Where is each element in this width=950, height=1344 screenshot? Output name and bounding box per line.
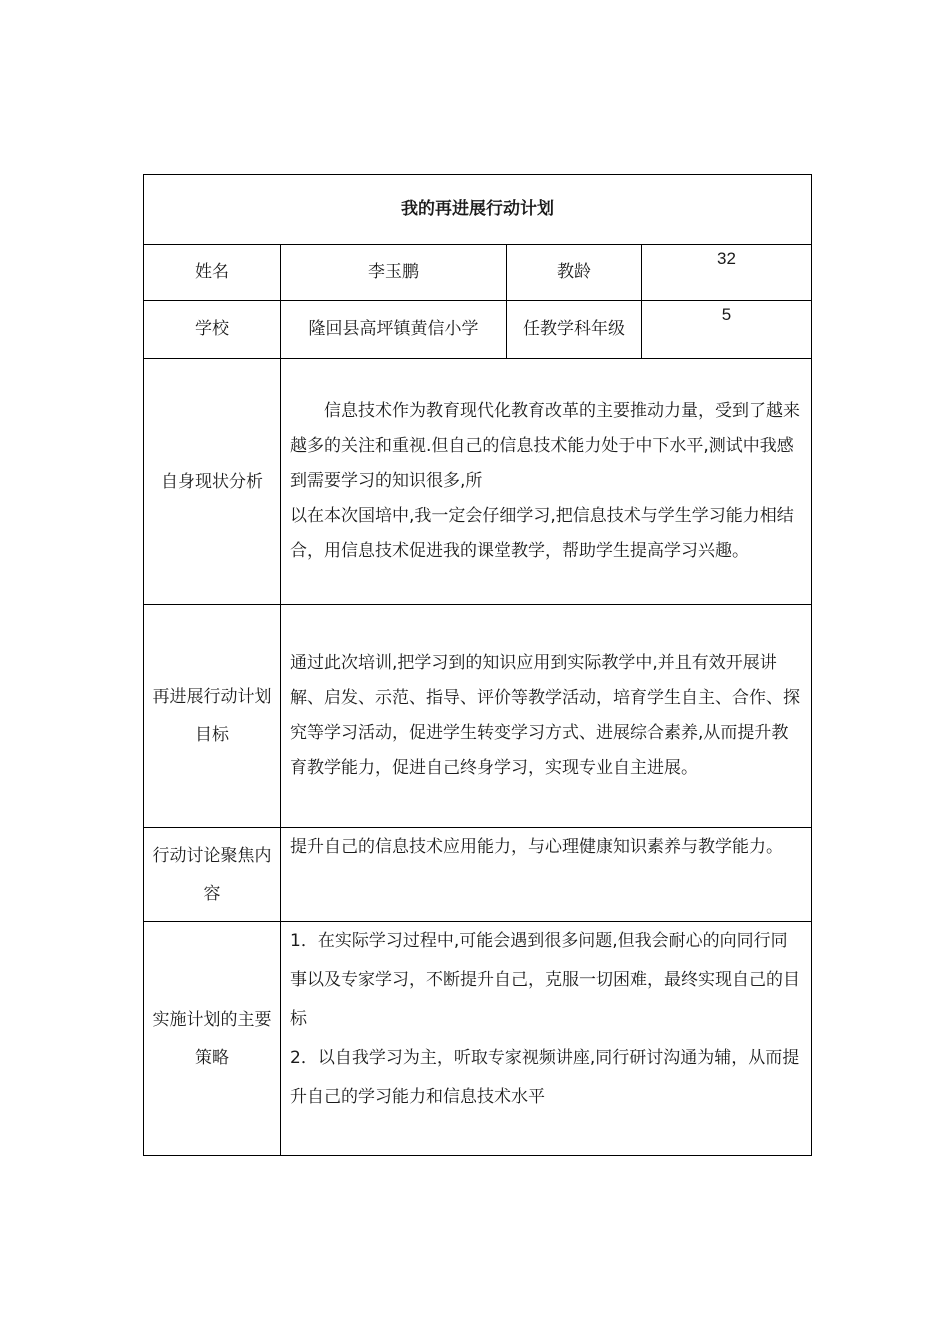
name-value: 李玉鹏 bbox=[281, 245, 507, 301]
self-analysis-content bbox=[281, 359, 812, 605]
strategy-item-1: 1．在实际学习过程中,可能会遇到很多问题,但我会耐心的向同行同事以及专家学习，不断提升自己，克服一切困难，最终实现自己的目标 bbox=[290, 931, 800, 1029]
name-row bbox=[144, 245, 812, 301]
focus-text: 提升自己的信息技术应用能力，与心理健康知识素养与教学能力。 bbox=[290, 837, 783, 857]
strategy-row bbox=[144, 922, 812, 1156]
focus-row bbox=[144, 828, 812, 922]
subject-grade-label: 任教学科年级 bbox=[507, 301, 642, 359]
teaching-years-label: 教龄 bbox=[507, 245, 642, 301]
goal-label bbox=[144, 605, 281, 828]
school-row bbox=[144, 301, 812, 359]
self-analysis-row bbox=[144, 359, 812, 605]
self-analysis-text-2: 以在本次国培中,我一定会仔细学习,把信息技术与学生学习能力相结合，用信息技术促进我的课堂教学，帮助学生提高学习兴趣。 bbox=[290, 506, 794, 561]
strategy-item-2: 2．以自我学习为主，听取专家视频讲座,同行研讨沟通为辅，从而提升自己的学习能力和信息技术水平 bbox=[290, 1048, 800, 1107]
goal-label-text: 再进展行动计划目标 bbox=[152, 687, 272, 745]
goal-row bbox=[144, 605, 812, 828]
table-title: 我的再进展行动计划 bbox=[144, 175, 812, 245]
action-plan-table bbox=[143, 174, 812, 1156]
focus-label-text: 行动讨论聚焦内容 bbox=[152, 845, 272, 904]
goal-content bbox=[281, 605, 812, 828]
goal-text: 通过此次培训,把学习到的知识应用到实际教学中,并且有效开展讲解、启发、示范、指导、评价等教学活动，培育学生自主、合作、探究等学习活动，促进学生转变学习方式、进展综合素养,从而提升教育教学能力，促进自己终身学习，实现专业自主进展。 bbox=[290, 653, 800, 778]
self-analysis-text-1: 信息技术作为教育现代化教育改革的主要推动力量，受到了越来越多的关注和重视.但自己的信息技术能力处于中下水平,测试中我感到需要学习的知识很多,所 bbox=[290, 401, 800, 491]
teaching-years-value: 32 bbox=[642, 245, 812, 301]
title-row bbox=[144, 175, 812, 245]
strategy-label-text: 实施计划的主要策略 bbox=[152, 1009, 272, 1068]
self-analysis-label bbox=[144, 359, 281, 605]
self-analysis-label-text: 自身现状分析 bbox=[161, 471, 263, 492]
focus-content bbox=[281, 828, 812, 922]
subject-grade-value: 5 bbox=[642, 301, 812, 359]
strategy-label bbox=[144, 922, 281, 1156]
school-label: 学校 bbox=[144, 301, 281, 359]
strategy-content bbox=[281, 922, 812, 1156]
focus-label bbox=[144, 828, 281, 922]
school-value: 隆回县高坪镇黄信小学 bbox=[281, 301, 507, 359]
name-label: 姓名 bbox=[144, 245, 281, 301]
